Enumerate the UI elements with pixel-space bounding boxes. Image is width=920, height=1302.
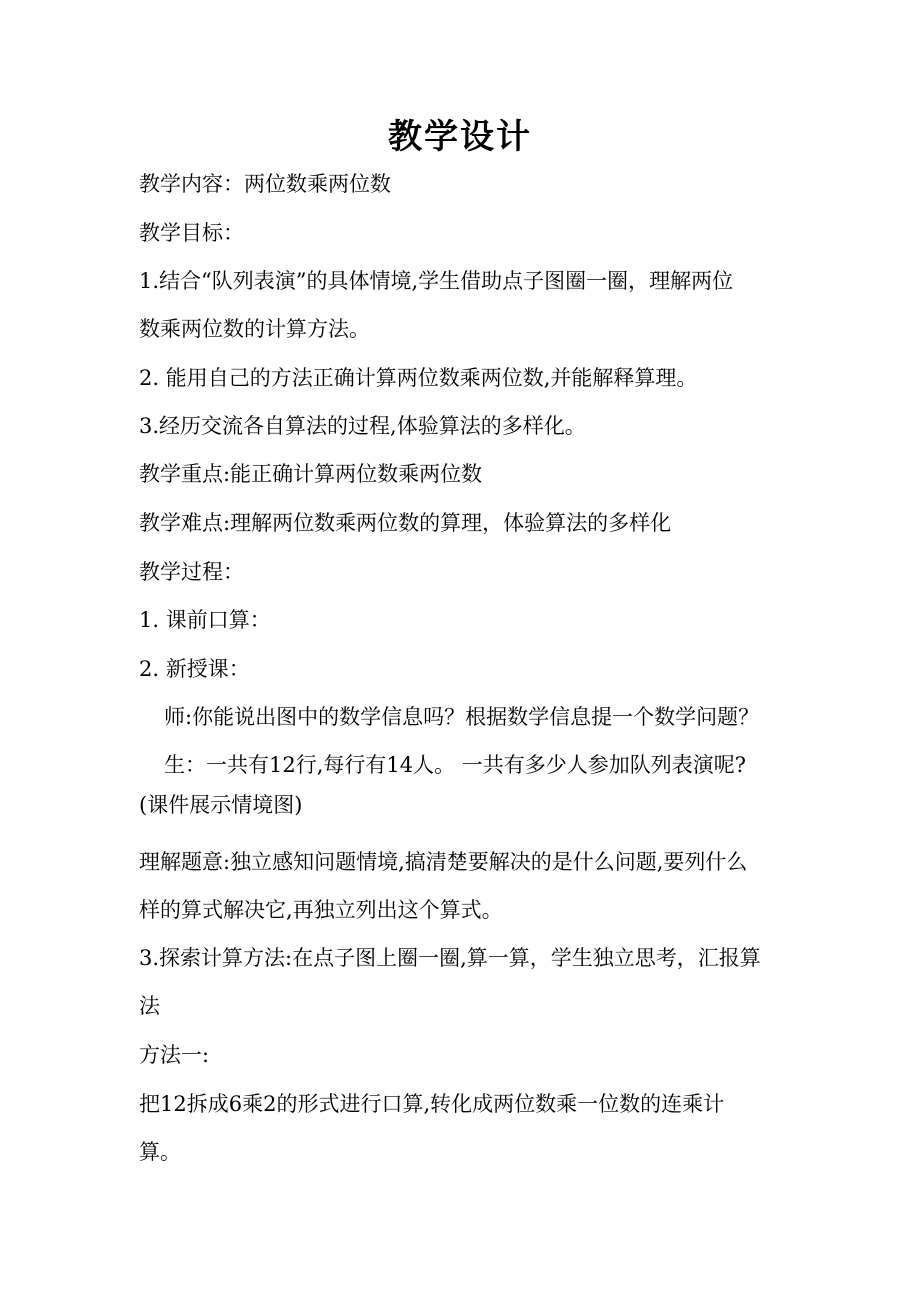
method-1-line-2: 算。: [139, 1140, 181, 1164]
understand-line-2: 样的算式解决它,再独立列出这个算式。: [139, 898, 503, 922]
document-title: 教学设计: [388, 117, 532, 157]
goal-1-line-2: 数乘两位数的计算方法。: [139, 317, 370, 341]
step-3-line-1: 3.探索计算方法:在点子图上圈一圈,算一算，学生独立思考，汇报算: [139, 946, 761, 970]
method-1-heading: 方法一:: [139, 1043, 210, 1067]
goal-1-line-1: 1.结合“队列表演”的具体情境,学生借助点子图圈一圈，理解两位: [139, 269, 734, 293]
method-1-line-1: 把12拆成6乘2的形式进行口算,转化成两位数乘一位数的连乘计: [139, 1092, 725, 1116]
student-answer: 生：一共有12行,每行有14人。 一共有多少人参加队列表演呢?: [164, 753, 747, 777]
teaching-content: 教学内容：两位数乘两位数: [139, 172, 391, 196]
goal-2: 2. 能用自己的方法正确计算两位数乘两位数,并能解释算理。: [139, 366, 698, 390]
key-point: 教学重点:能正确计算两位数乘两位数: [139, 462, 483, 486]
teacher-question: 师:你能说出图中的数学信息吗？根据数学信息提一个数学问题？: [164, 705, 760, 729]
step-3-line-2: 法: [139, 994, 160, 1018]
process-heading: 教学过程：: [139, 560, 244, 584]
understand-line-1: 理解题意:独立感知问题情境,搞清楚要解决的是什么问题,要列什么: [139, 850, 748, 874]
teaching-goals-heading: 教学目标：: [139, 221, 244, 245]
difficult-point: 教学难点:理解两位数乘两位数的算理，体验算法的多样化: [139, 511, 672, 535]
courseware-note: (课件展示情境图): [139, 793, 303, 817]
goal-3: 3.经历交流各自算法的过程,体验算法的多样化。: [139, 414, 586, 438]
step-1: 1. 课前口算：: [139, 608, 271, 632]
step-2: 2. 新授课：: [139, 657, 250, 681]
